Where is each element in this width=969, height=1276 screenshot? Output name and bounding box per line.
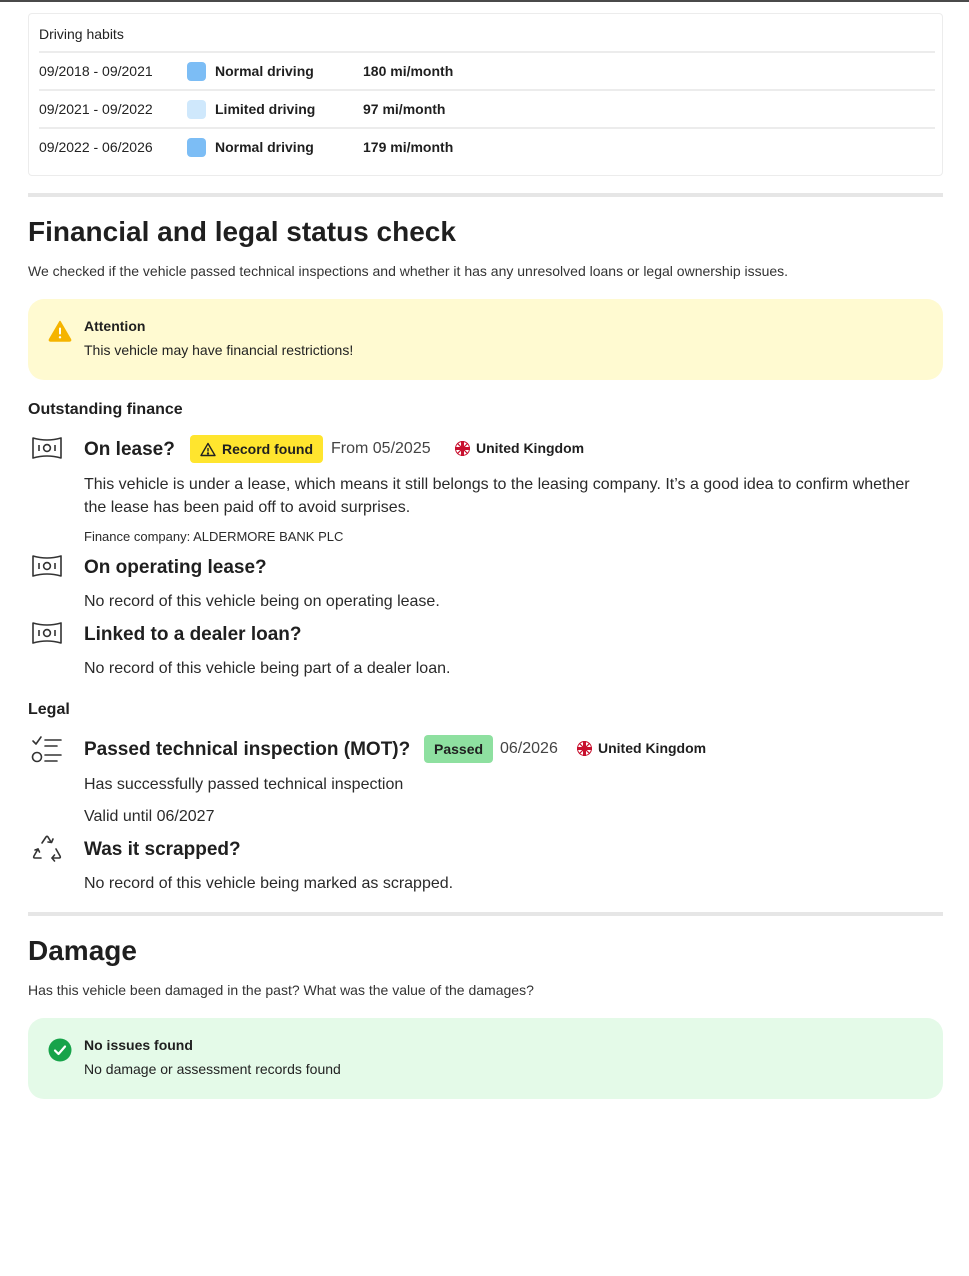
no-issues-alert: [28, 1018, 943, 1099]
attention-alert: [28, 299, 943, 380]
lease-country: [455, 440, 584, 456]
habit-period: 09/2018 - 09/2021: [39, 63, 153, 79]
dealer-loan-description: No record of this vehicle being part of a dealer loan.: [84, 660, 451, 677]
outstanding-finance-heading: Outstanding finance: [28, 401, 183, 418]
top-border: [0, 0, 969, 2]
operating-lease-description: No record of this vehicle being on operating lease.: [84, 593, 440, 610]
habit-row: [39, 51, 935, 89]
on-lease-title: On lease?: [84, 439, 175, 460]
alert-title: No issues found: [84, 1037, 193, 1053]
recycle-icon: [30, 833, 64, 867]
banknote-icon: [30, 433, 64, 467]
scrapped-title: Was it scrapped?: [84, 839, 241, 860]
alert-text: This vehicle may have financial restrictions!: [84, 342, 354, 358]
habit-label: Normal driving: [215, 63, 314, 79]
habit-label: Limited driving: [215, 101, 316, 117]
country-label: United Kingdom: [598, 740, 707, 756]
operating-lease-title: On operating lease?: [84, 557, 267, 578]
check-circle-icon: [48, 1038, 72, 1062]
uk-flag-icon: [577, 741, 592, 756]
warning-outline-icon: [200, 442, 216, 457]
driving-habits-card: [28, 13, 943, 176]
habit-row: [39, 127, 935, 165]
mot-country: [577, 740, 706, 756]
dealer-loan-title: Linked to a dealer loan?: [84, 624, 302, 645]
habit-swatch: [187, 100, 206, 119]
finance-company: Finance company: ALDERMORE BANK PLC: [84, 529, 344, 544]
financial-section-title: Financial and legal status check: [28, 216, 456, 247]
habit-label: Normal driving: [215, 139, 314, 155]
banknote-icon: [30, 618, 64, 652]
badge-label: Passed: [434, 741, 484, 757]
scrapped-description: No record of this vehicle being marked as scrapped.: [84, 875, 454, 892]
damage-section-description: Has this vehicle been damaged in the past? What was the value of the damages?: [28, 982, 534, 998]
habit-rate: 179 mi/month: [363, 139, 454, 155]
section-divider: [28, 912, 943, 916]
mot-description: Has successfully passed technical inspection: [84, 776, 404, 793]
country-label: United Kingdom: [476, 440, 585, 456]
warning-icon: [48, 319, 72, 343]
lease-description: This vehicle is under a lease, which means it still belongs to the leasing company. It’s a good idea to confirm whether the lease has been paid off to avoid surprises.: [84, 476, 910, 516]
habit-period: 09/2021 - 09/2022: [39, 101, 153, 117]
badge-label: Record found: [222, 441, 313, 457]
driving-habits-title: Driving habits: [39, 26, 124, 42]
legal-heading: Legal: [28, 701, 70, 718]
habit-swatch: [187, 62, 206, 81]
lease-date: From 05/2025: [331, 440, 431, 457]
alert-title: Attention: [84, 318, 146, 334]
damage-section-title: Damage: [28, 935, 137, 966]
mot-title: Passed technical inspection (MOT)?: [84, 739, 411, 760]
record-found-badge: [190, 435, 323, 463]
mot-date: 06/2026: [500, 740, 558, 757]
habit-swatch: [187, 138, 206, 157]
checklist-icon: [30, 733, 64, 767]
habit-period: 09/2022 - 06/2026: [39, 139, 153, 155]
alert-text: No damage or assessment records found: [84, 1061, 341, 1077]
habit-rate: 97 mi/month: [363, 101, 446, 117]
banknote-icon: [30, 551, 64, 585]
habit-row: [39, 89, 935, 127]
passed-badge: [424, 735, 493, 763]
mot-valid-until: Valid until 06/2027: [84, 808, 215, 825]
habit-rate: 180 mi/month: [363, 63, 454, 79]
financial-section-description: We checked if the vehicle passed technical inspections and whether it has any unresolved loans or legal ownership issues.: [28, 263, 789, 279]
section-divider: [28, 193, 943, 197]
uk-flag-icon: [455, 441, 470, 456]
